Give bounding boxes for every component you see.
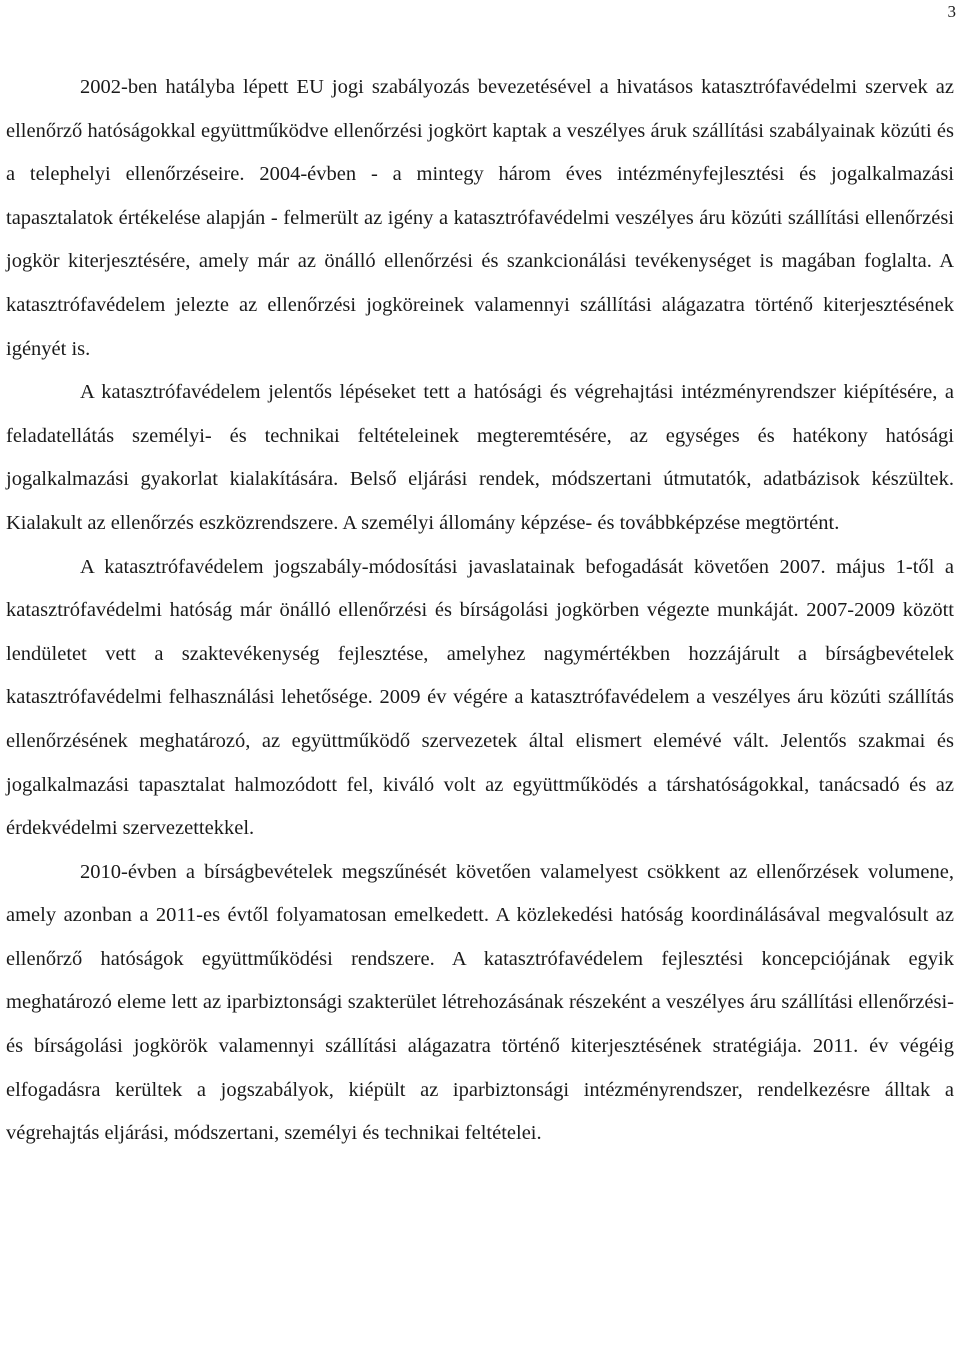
page-number: 3 [947,2,956,21]
document-body [6,66,954,1156]
paragraph-institution-building: A katasztrófavédelem jelentős lépéseket tett a hatósági és végrehajtási intézményrendszer kiépítésére, a feladatellátás személyi- és technikai feltételeinek megteremtésére, az egységes és hatékony hatósági jogalkalmazási gyakorlat kialakítására. Belső eljárási rendek, módszertani útmutatók, adatbázisok készültek. Kialakult az ellenőrzés eszközrendszere. A személyi állomány képzése- és továbbképzése megtörtént. [6,381,954,534]
paragraph-2007-jurisdiction: A katasztrófavédelem jogszabály-módosítási javaslatainak befogadását követően 2007. május 1-től a katasztrófavédelmi hatóság már önálló ellenőrzési és bírságolási jogkörben végezte munkáját. 2007-2009 között lendületet vett a szaktevékenység fejlesztése, amelyhez nagymértékben hozzájárult a bírságbevételek katasztrófavédelmi felhasználási lehetősége. 2009 év végére a katasztrófavédelem a veszélyes áru közúti szállítás ellenőrzésének meghatározó, az együttműködő szervezetek által elismert elemévé vált. Jelentős szakmai és jogalkalmazási tapasztalat halmozódott fel, kiváló volt az együttműködés a társhatóságokkal, tanácsadó és az érdekvédelmi szervezettekkel. [6,555,954,840]
paragraph-2010-developments: 2010-évben a bírságbevételek megszűnését követően valamelyest csökkent az ellenőrzések volumene, amely azonban a 2011-es évtől folyamatosan emelkedett. A közlekedési hatóság koordinálásával megvalósult az ellenőrző hatóságok együttműködési rendszere. A katasztrófavédelem fejlesztési koncepciójának egyik meghatározó eleme lett az iparbiztonsági szakterület létrehozásának részeként a veszélyes áru szállítási ellenőrzési- és bírságolási jogkörök valamennyi szállítási alágazatra történő kiterjesztésének stratégiája. 2011. év végéig elfogadásra kerültek a jogszabályok, kiépült az iparbiztonsági intézményrendszer, rendelkezésre álltak a végrehajtás eljárási, módszertani, személyi és technikai feltételei. [6,860,954,1145]
paragraph-eu-regulation: 2002-ben hatályba lépett EU jogi szabályozás bevezetésével a hivatásos katasztrófavédelmi szervek az ellenőrző hatóságokkal együttműködve ellenőrzési jogkört kaptak a veszélyes áruk szállítási szabályainak közúti és a telephelyi ellenőrzéseire. 2004-évben - a mintegy három éves intézményfejlesztési és jogalkalmazási tapasztalatok értékelése alapján - felmerült az igény a katasztrófavédelmi veszélyes áru közúti szállítási ellenőrzési jogkör kiterjesztésére, amely már az önálló ellenőrzési és szankcionálási tevékenységet is magában foglalta. A katasztrófavédelem jelezte az ellenőrzési jogköreinek valamennyi szállítási alágazatra történő kiterjesztésének igényét is. [6,76,954,360]
